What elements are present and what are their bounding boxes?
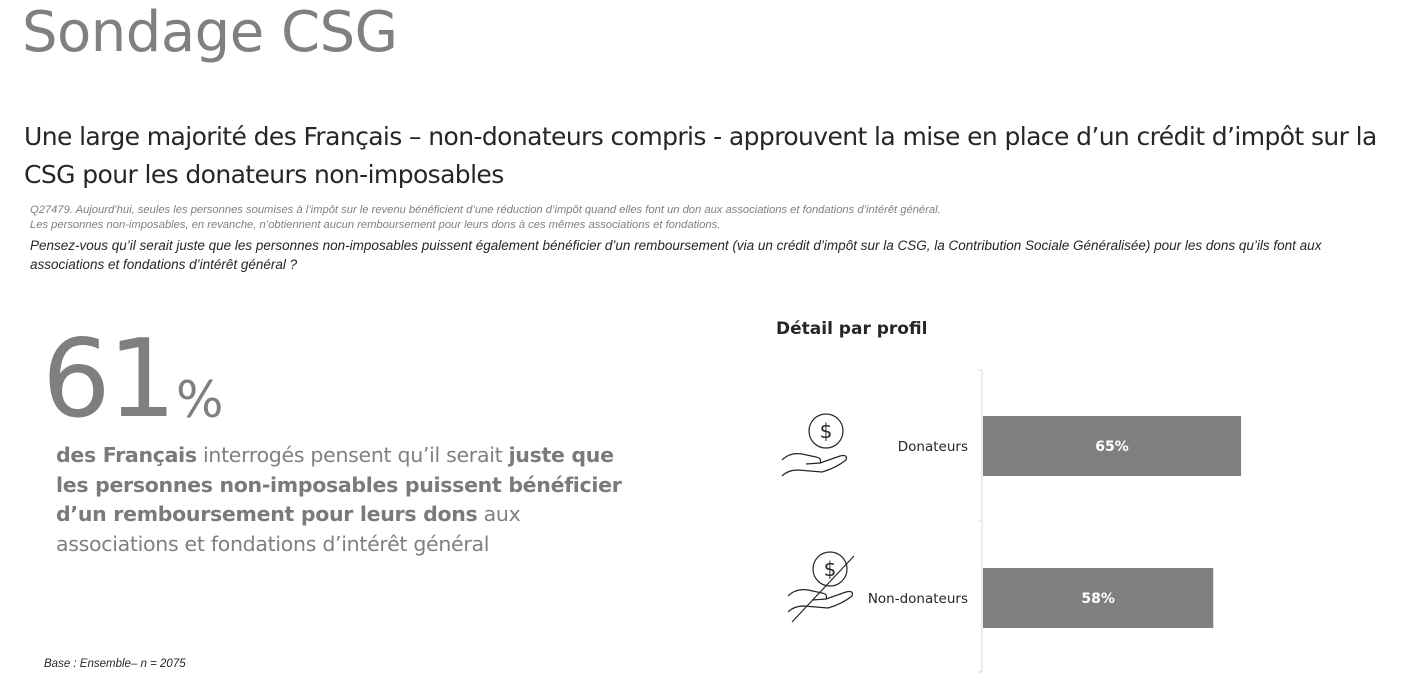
category-label-non-donateurs: Non-donateurs (867, 591, 968, 607)
svg-text:$: $ (823, 557, 837, 581)
chart-title: Détail par profil (776, 319, 928, 339)
stat-part-2: interrogés pensent qu’il serait (196, 443, 509, 467)
question-main: Pensez-vous qu’il serait juste que les personnes non-imposables puissent également bénéficier d’un remboursement (via un crédit d’impôt sur la CSG, la Contribution Sociale Généralisée) pour les dons qu’ils font aux associations et fondations d’intérêt général ? (30, 238, 1322, 272)
key-figure-unit: % (176, 371, 224, 429)
headline: Une large majorité des Français – non-donateurs compris - approuvent la mise en place d’un crédit d’impôt sur la CSG pour les donateurs non-imposables (24, 122, 1377, 189)
base-note: Base : Ensemble– n = 2075 (44, 658, 186, 670)
data-label-donateurs: 65% (1095, 439, 1129, 455)
question-context-line-2: Les personnes non-imposables, en revanche, n’obtiennent aucun remboursement pour leurs dons à ces mêmes associations et fondations. (30, 219, 721, 231)
question-context (30, 203, 1390, 233)
svg-text:$: $ (819, 419, 833, 443)
data-label-non-donateurs: 58% (1081, 591, 1115, 607)
page-title: Sondage CSG (22, 0, 398, 65)
key-figure-description (56, 441, 636, 559)
stat-part-1: des Français (56, 443, 197, 467)
stat-part-4: aux associations et fondations d’intérêt général (56, 502, 521, 556)
stat-part-3: juste que les personnes non-imposables puissent bénéficier d’un remboursement pour leurs dons (56, 443, 622, 526)
bar-chart (760, 360, 1400, 680)
question-context-line-1: Q27479. Aujourd’hui, seules les personnes soumises à l’impôt sur le revenu bénéficient d’une réduction d’impôt quand elles font un don aux associations et fondations d’intérêt général. (30, 204, 941, 216)
key-figure: 61 (42, 317, 174, 442)
category-label-donateurs: Donateurs (897, 439, 968, 455)
